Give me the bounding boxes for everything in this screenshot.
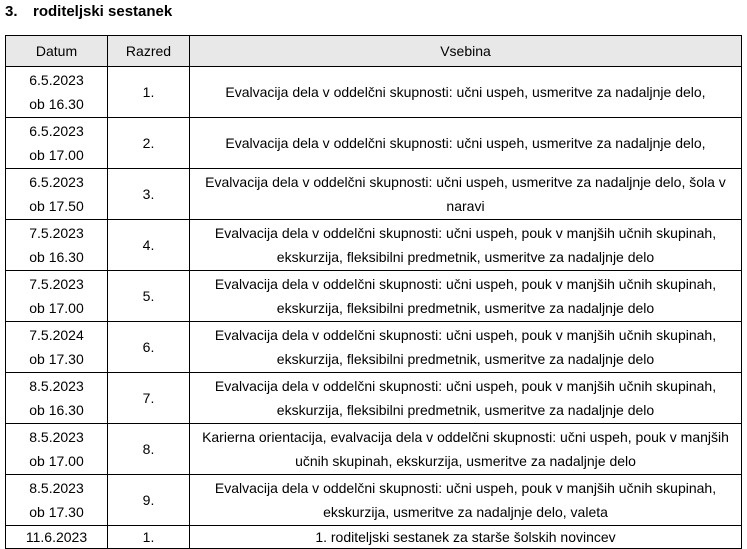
time-value: ob 17.00	[29, 453, 84, 469]
content-cell: Karierna orientacija, evalvacija dela v oddelčni skupnosti: učni uspeh, pouk v manjših učnih skupinah, ekskurzija, usmeritve za nadaljnje delo	[190, 424, 742, 475]
time-value: ob 17.30	[29, 504, 84, 520]
grade-cell: 8.	[108, 424, 190, 475]
section-title: roditeljski sestanek	[33, 3, 173, 20]
table-row	[6, 118, 742, 169]
content-cell: 1. roditeljski sestanek za starše šolskih novincev	[190, 526, 742, 549]
grade-cell: 3.	[108, 169, 190, 220]
content-cell: Evalvacija dela v oddelčni skupnosti: učni uspeh, usmeritve za nadaljnje delo,	[190, 118, 742, 169]
date-cell	[6, 169, 108, 220]
table-header-row	[6, 36, 742, 67]
time-value: ob 17.00	[29, 147, 84, 163]
header-content: Vsebina	[190, 36, 742, 67]
header-date: Datum	[6, 36, 108, 67]
table-row	[6, 271, 742, 322]
time-value: ob 16.30	[29, 402, 84, 418]
grade-cell: 1.	[108, 67, 190, 118]
content-cell: Evalvacija dela v oddelčni skupnosti: učni uspeh, pouk v manjših učnih skupinah, ekskurzija, fleksibilni predmetnik, usmeritve za nadaljnje delo	[190, 373, 742, 424]
grade-cell: 9.	[108, 475, 190, 526]
section-heading	[5, 3, 172, 21]
table-row	[6, 373, 742, 424]
date-cell	[6, 118, 108, 169]
date-value: 7.5.2023	[29, 225, 84, 241]
date-cell: 11.6.2023	[6, 526, 108, 549]
content-cell: Evalvacija dela v oddelčni skupnosti: učni uspeh, usmeritve za nadaljnje delo,	[190, 67, 742, 118]
date-value: 6.5.2023	[29, 174, 84, 190]
grade-cell: 6.	[108, 322, 190, 373]
table-row	[6, 322, 742, 373]
time-value: ob 17.50	[29, 198, 84, 214]
time-value: ob 16.30	[29, 96, 84, 112]
date-cell	[6, 271, 108, 322]
date-cell	[6, 475, 108, 526]
date-value: 8.5.2023	[29, 378, 84, 394]
grade-cell: 5.	[108, 271, 190, 322]
date-value: 7.5.2024	[29, 327, 84, 343]
date-cell	[6, 373, 108, 424]
header-grade: Razred	[108, 36, 190, 67]
grade-cell: 7.	[108, 373, 190, 424]
date-cell	[6, 67, 108, 118]
table-row	[6, 424, 742, 475]
content-cell: Evalvacija dela v oddelčni skupnosti: učni uspeh, pouk v manjših učnih skupinah, ekskurzija, fleksibilni predmetnik, usmeritve za nadaljnje delo	[190, 220, 742, 271]
content-cell: Evalvacija dela v oddelčni skupnosti: učni uspeh, pouk v manjših učnih skupinah, ekskurzija, usmeritve za nadaljnje delo, valeta	[190, 475, 742, 526]
grade-cell: 4.	[108, 220, 190, 271]
time-value: ob 17.30	[29, 351, 84, 367]
date-value: 6.5.2023	[29, 123, 84, 139]
table-row	[6, 169, 742, 220]
table-row	[6, 526, 742, 549]
date-value: 7.5.2023	[29, 276, 84, 292]
content-cell: Evalvacija dela v oddelčni skupnosti: učni uspeh, pouk v manjših učnih skupinah, ekskurzija, fleksibilni predmetnik, usmeritve za nadaljnje delo	[190, 271, 742, 322]
grade-cell: 2.	[108, 118, 190, 169]
date-value: 6.5.2023	[29, 72, 84, 88]
content-cell: Evalvacija dela v oddelčni skupnosti: učni uspeh, pouk v manjših učnih skupinah, ekskurzija, fleksibilni predmetnik, usmeritve za nadaljnje delo	[190, 322, 742, 373]
grade-cell: 1.	[108, 526, 190, 549]
date-value: 8.5.2023	[29, 429, 84, 445]
content-cell: Evalvacija dela v oddelčni skupnosti: učni uspeh, usmeritve za nadaljnje delo, šola v naravi	[190, 169, 742, 220]
time-value: ob 16.30	[29, 249, 84, 265]
table-row	[6, 475, 742, 526]
date-cell	[6, 322, 108, 373]
table-row	[6, 67, 742, 118]
meetings-table	[5, 35, 742, 549]
table-row	[6, 220, 742, 271]
section-number: 3.	[5, 3, 18, 20]
date-cell	[6, 220, 108, 271]
time-value: ob 17.00	[29, 300, 84, 316]
date-cell	[6, 424, 108, 475]
table-body	[6, 67, 742, 549]
date-value: 8.5.2023	[29, 480, 84, 496]
